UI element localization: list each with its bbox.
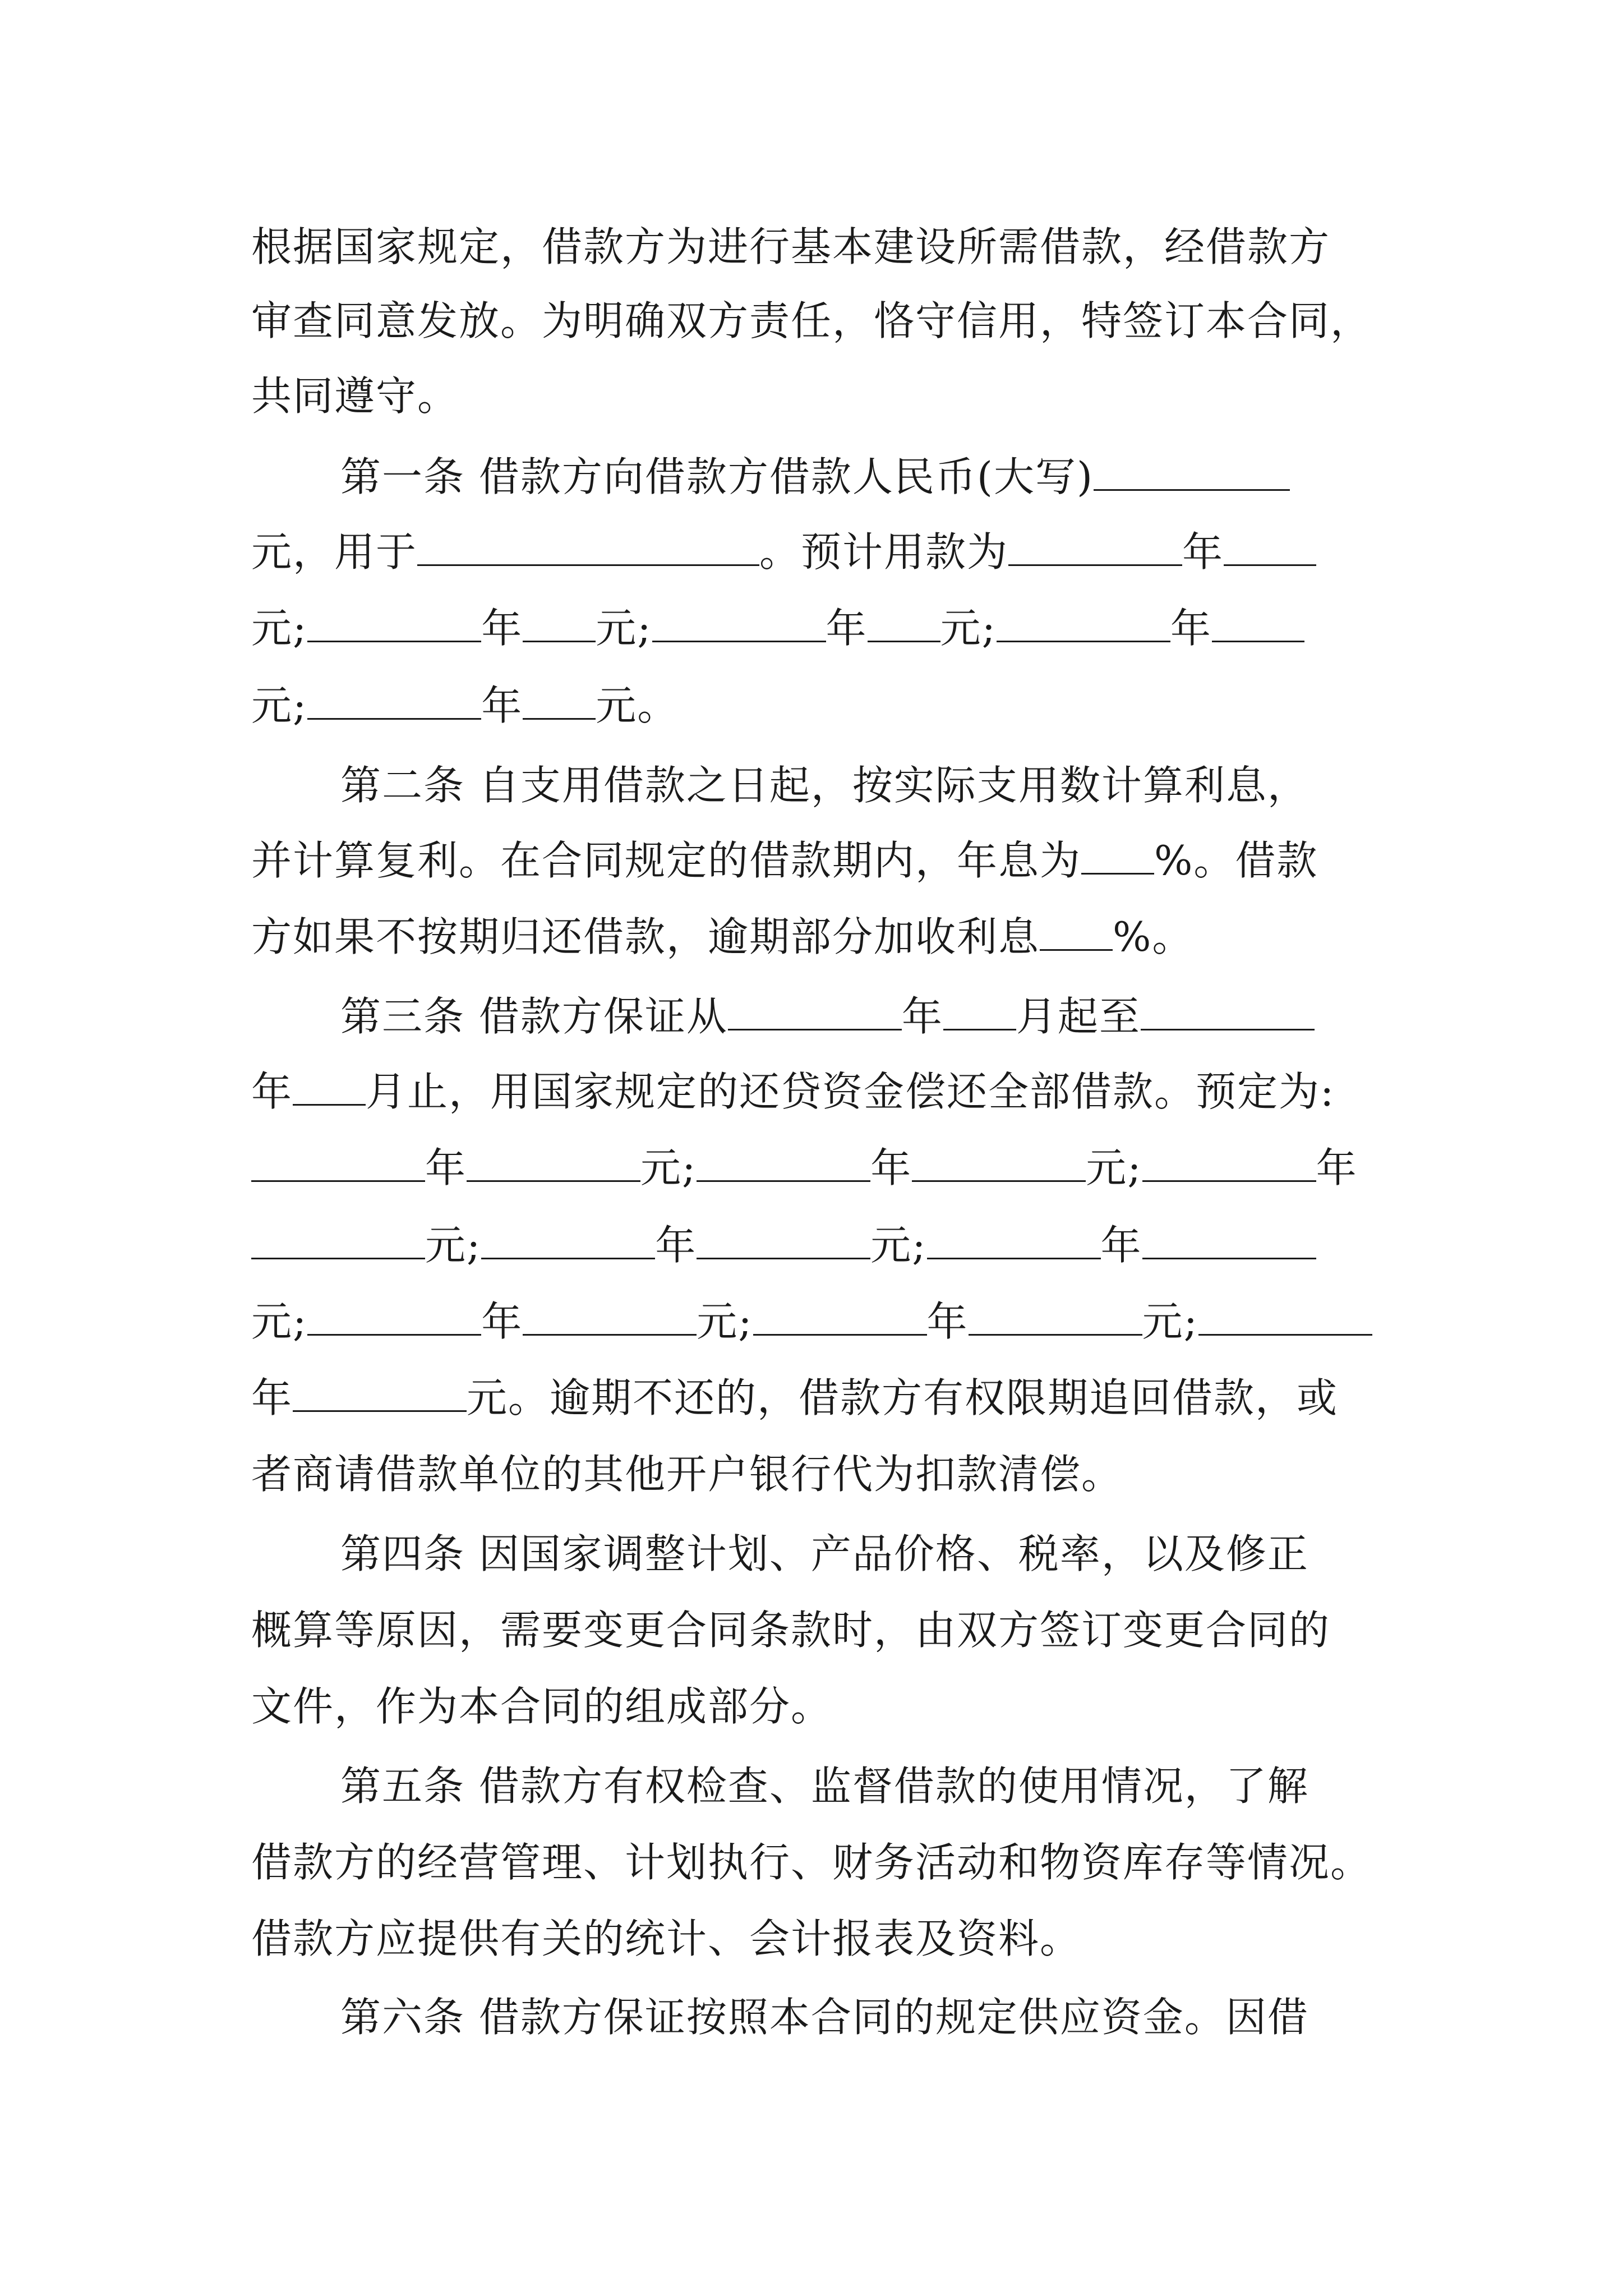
fill-blank: [997, 604, 1170, 642]
line-text: 审查同意发放。为明确双方责任，恪守信用，特签订本合同，: [251, 297, 1372, 344]
line-text: 第三条 借款方保证从: [340, 993, 728, 1040]
clause-1-line: [340, 443, 1390, 510]
line-text: 第二条 自支用借款之日起，按实际支用数计算利息，: [340, 762, 1309, 809]
line-text: 元。: [596, 682, 679, 729]
line-text: 元;: [1086, 1144, 1142, 1191]
line-text: 年: [481, 605, 523, 652]
line-text: 年: [655, 1222, 697, 1269]
line-text: 元;: [425, 1222, 482, 1269]
line-text: 第四条 因国家调整计划、产品价格、税率，以及修正: [340, 1530, 1309, 1577]
line-text: 文件，作为本合同的组成部分。: [251, 1683, 833, 1730]
fill-blank: [728, 992, 902, 1030]
text-line: [251, 827, 1390, 894]
fill-blank: [1212, 604, 1304, 642]
fill-blank: [969, 1297, 1142, 1336]
text-line: [251, 1288, 1390, 1355]
line-text: 元;: [251, 605, 308, 652]
line-text: 借款方的经营管理、计划执行、财务活动和物资库存等情况。: [251, 1839, 1372, 1886]
fill-blank: [943, 992, 1016, 1030]
fill-blank: [1224, 527, 1316, 566]
line-text: 年: [901, 993, 943, 1040]
line-text: 借款方应提供有关的统计、会计报表及资料。: [251, 1915, 1082, 1962]
fill-blank: [1142, 1143, 1316, 1182]
line-text: 年: [425, 1144, 467, 1191]
text-line: [251, 362, 1390, 430]
text-line: [251, 1058, 1390, 1125]
fill-blank: [417, 527, 759, 566]
line-text: 根据国家规定，借款方为进行基本建设所需借款，经借款方: [251, 223, 1331, 270]
line-text: 元。逾期不还的，借款方有权限期追回借款，或: [467, 1374, 1339, 1421]
line-text: 概算等原因，需要变更合同条款时，由双方签订变更合同的: [251, 1607, 1331, 1654]
fill-blank: [1008, 527, 1182, 566]
line-text: 元;: [697, 1298, 753, 1345]
fill-blank: [307, 604, 481, 642]
line-text: 元;: [596, 605, 652, 652]
fill-blank: [307, 681, 481, 720]
line-text: 元;: [251, 1298, 308, 1345]
fill-blank: [697, 1221, 870, 1259]
text-line: [251, 518, 1390, 586]
clause-2-line: [340, 752, 1390, 819]
fill-blank: [753, 1297, 927, 1336]
line-text: 并计算复利。在合同规定的借款期内，年息为: [251, 837, 1082, 884]
line-text: 元;: [870, 1222, 927, 1269]
fill-blank: [523, 681, 596, 720]
fill-blank: [251, 1143, 425, 1182]
fill-blank: [1198, 1297, 1372, 1336]
text-line: [251, 1673, 1390, 1740]
line-text: 年: [870, 1144, 912, 1191]
clause-4-line: [340, 1520, 1390, 1588]
line-text: %。: [1113, 913, 1194, 960]
fill-blank: [1040, 912, 1113, 951]
fill-blank: [293, 1373, 467, 1412]
line-text: 元;: [940, 605, 997, 652]
fill-blank: [868, 604, 940, 642]
text-line: [251, 1134, 1390, 1202]
fill-blank: [481, 1221, 655, 1259]
line-text: 元，用于: [251, 528, 418, 576]
line-text: 共同遵守。: [251, 372, 459, 420]
line-text: 元;: [640, 1144, 697, 1191]
line-text: 年: [1316, 1144, 1358, 1191]
line-text: 。预计用款为: [759, 528, 1009, 576]
line-text: 第一条 借款方向借款方借款人民币(大写): [340, 453, 1094, 500]
fill-blank: [293, 1067, 366, 1106]
line-text: 第六条 借款方保证按照本合同的规定供应资金。因借: [340, 1994, 1309, 2041]
line-text: 年: [1100, 1222, 1142, 1269]
line-text: 年: [826, 605, 868, 652]
clause-6-line: [340, 1984, 1390, 2051]
fill-blank: [1141, 992, 1315, 1030]
line-text: 元;: [251, 682, 308, 729]
text-line: [251, 1441, 1390, 1508]
text-line: [251, 595, 1390, 662]
text-line: [251, 213, 1390, 280]
line-text: 年: [251, 1068, 293, 1115]
text-line: [251, 903, 1390, 970]
line-text: 年: [1182, 528, 1224, 576]
fill-blank: [927, 1221, 1101, 1259]
clause-3-line: [340, 983, 1390, 1050]
text-line: [251, 1596, 1390, 1664]
line-text: 元;: [1142, 1298, 1198, 1345]
line-text: 者商请借款单位的其他开户银行代为扣款清偿。: [251, 1451, 1123, 1498]
fill-blank: [467, 1143, 640, 1182]
text-line: [251, 1212, 1390, 1279]
fill-blank: [523, 604, 596, 642]
line-text: 年: [251, 1374, 293, 1421]
text-line: [251, 1829, 1390, 1896]
line-text: 年: [1170, 605, 1212, 652]
fill-blank: [1081, 836, 1154, 875]
fill-blank: [307, 1297, 481, 1336]
text-line: [251, 672, 1390, 739]
line-text: 第五条 借款方有权检查、监督借款的使用情况，了解: [340, 1763, 1309, 1810]
text-line: [251, 1905, 1390, 1972]
text-line: [251, 287, 1390, 355]
text-line: [251, 1364, 1390, 1432]
fill-blank: [1142, 1221, 1316, 1259]
fill-blank: [697, 1143, 870, 1182]
fill-blank: [1094, 452, 1290, 491]
clause-5-line: [340, 1752, 1390, 1820]
fill-blank: [523, 1297, 697, 1336]
line-text: 月起至: [1016, 993, 1141, 1040]
fill-blank: [251, 1221, 425, 1259]
line-text: 月止，用国家规定的还贷资金偿还全部借款。预定为:: [366, 1068, 1335, 1115]
fill-blank: [652, 604, 826, 642]
line-text: 年: [481, 1298, 523, 1345]
fill-blank: [912, 1143, 1086, 1182]
line-text: 方如果不按期归还借款，逾期部分加收利息: [251, 913, 1040, 960]
line-text: %。借款: [1154, 837, 1318, 884]
line-text: 年: [926, 1298, 969, 1345]
line-text: 年: [481, 682, 523, 729]
